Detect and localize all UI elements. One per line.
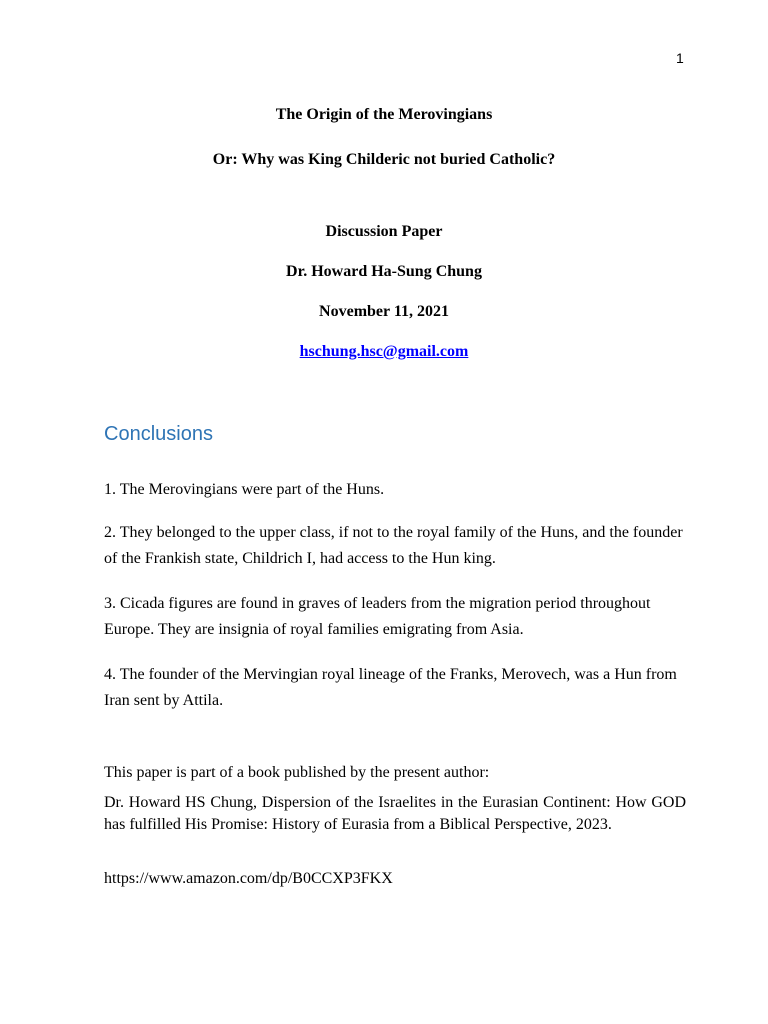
paper-type: Discussion Paper <box>325 223 443 240</box>
publication-date: November 11, 2021 <box>319 303 449 320</box>
document-subtitle: Or: Why was King Childeric not buried Catholic? <box>212 151 556 168</box>
conclusion-item-4: 4. The founder of the Mervingian royal lineage of the Franks, Merovech, was a Hun from Iran sent by Attila. <box>104 666 677 709</box>
book-note: This paper is part of a book published by the present author: <box>104 764 490 781</box>
conclusion-item-1: 1. The Merovingians were part of the Huns. <box>104 481 385 498</box>
section-heading-conclusions: Conclusions <box>104 423 213 445</box>
author-email <box>0 343 768 361</box>
page-number: 1 <box>676 50 684 66</box>
conclusion-item-3: 3. Cicada figures are found in graves of leaders from the migration period throughout Europe. They are insignia of royal families emigrating from Asia. <box>104 595 651 638</box>
email-link[interactable]: hschung.hsc@gmail.com <box>299 343 469 360</box>
conclusion-item-2: 2. They belonged to the upper class, if not to the royal family of the Huns, and the founder of the Frankish state, Childrich I, had access to the Hun king. <box>104 524 683 567</box>
document-title: The Origin of the Merovingians <box>275 106 493 123</box>
book-url[interactable]: https://www.amazon.com/dp/B0CCXP3FKX <box>104 870 393 887</box>
book-citation: Dr. Howard HS Chung, Dispersion of the Israelites in the Eurasian Continent: How GOD has fulfilled His Promise: History of Eurasia from a Biblical Perspective, 2023. <box>104 794 686 833</box>
author-name: Dr. Howard Ha-Sung Chung <box>286 263 482 280</box>
